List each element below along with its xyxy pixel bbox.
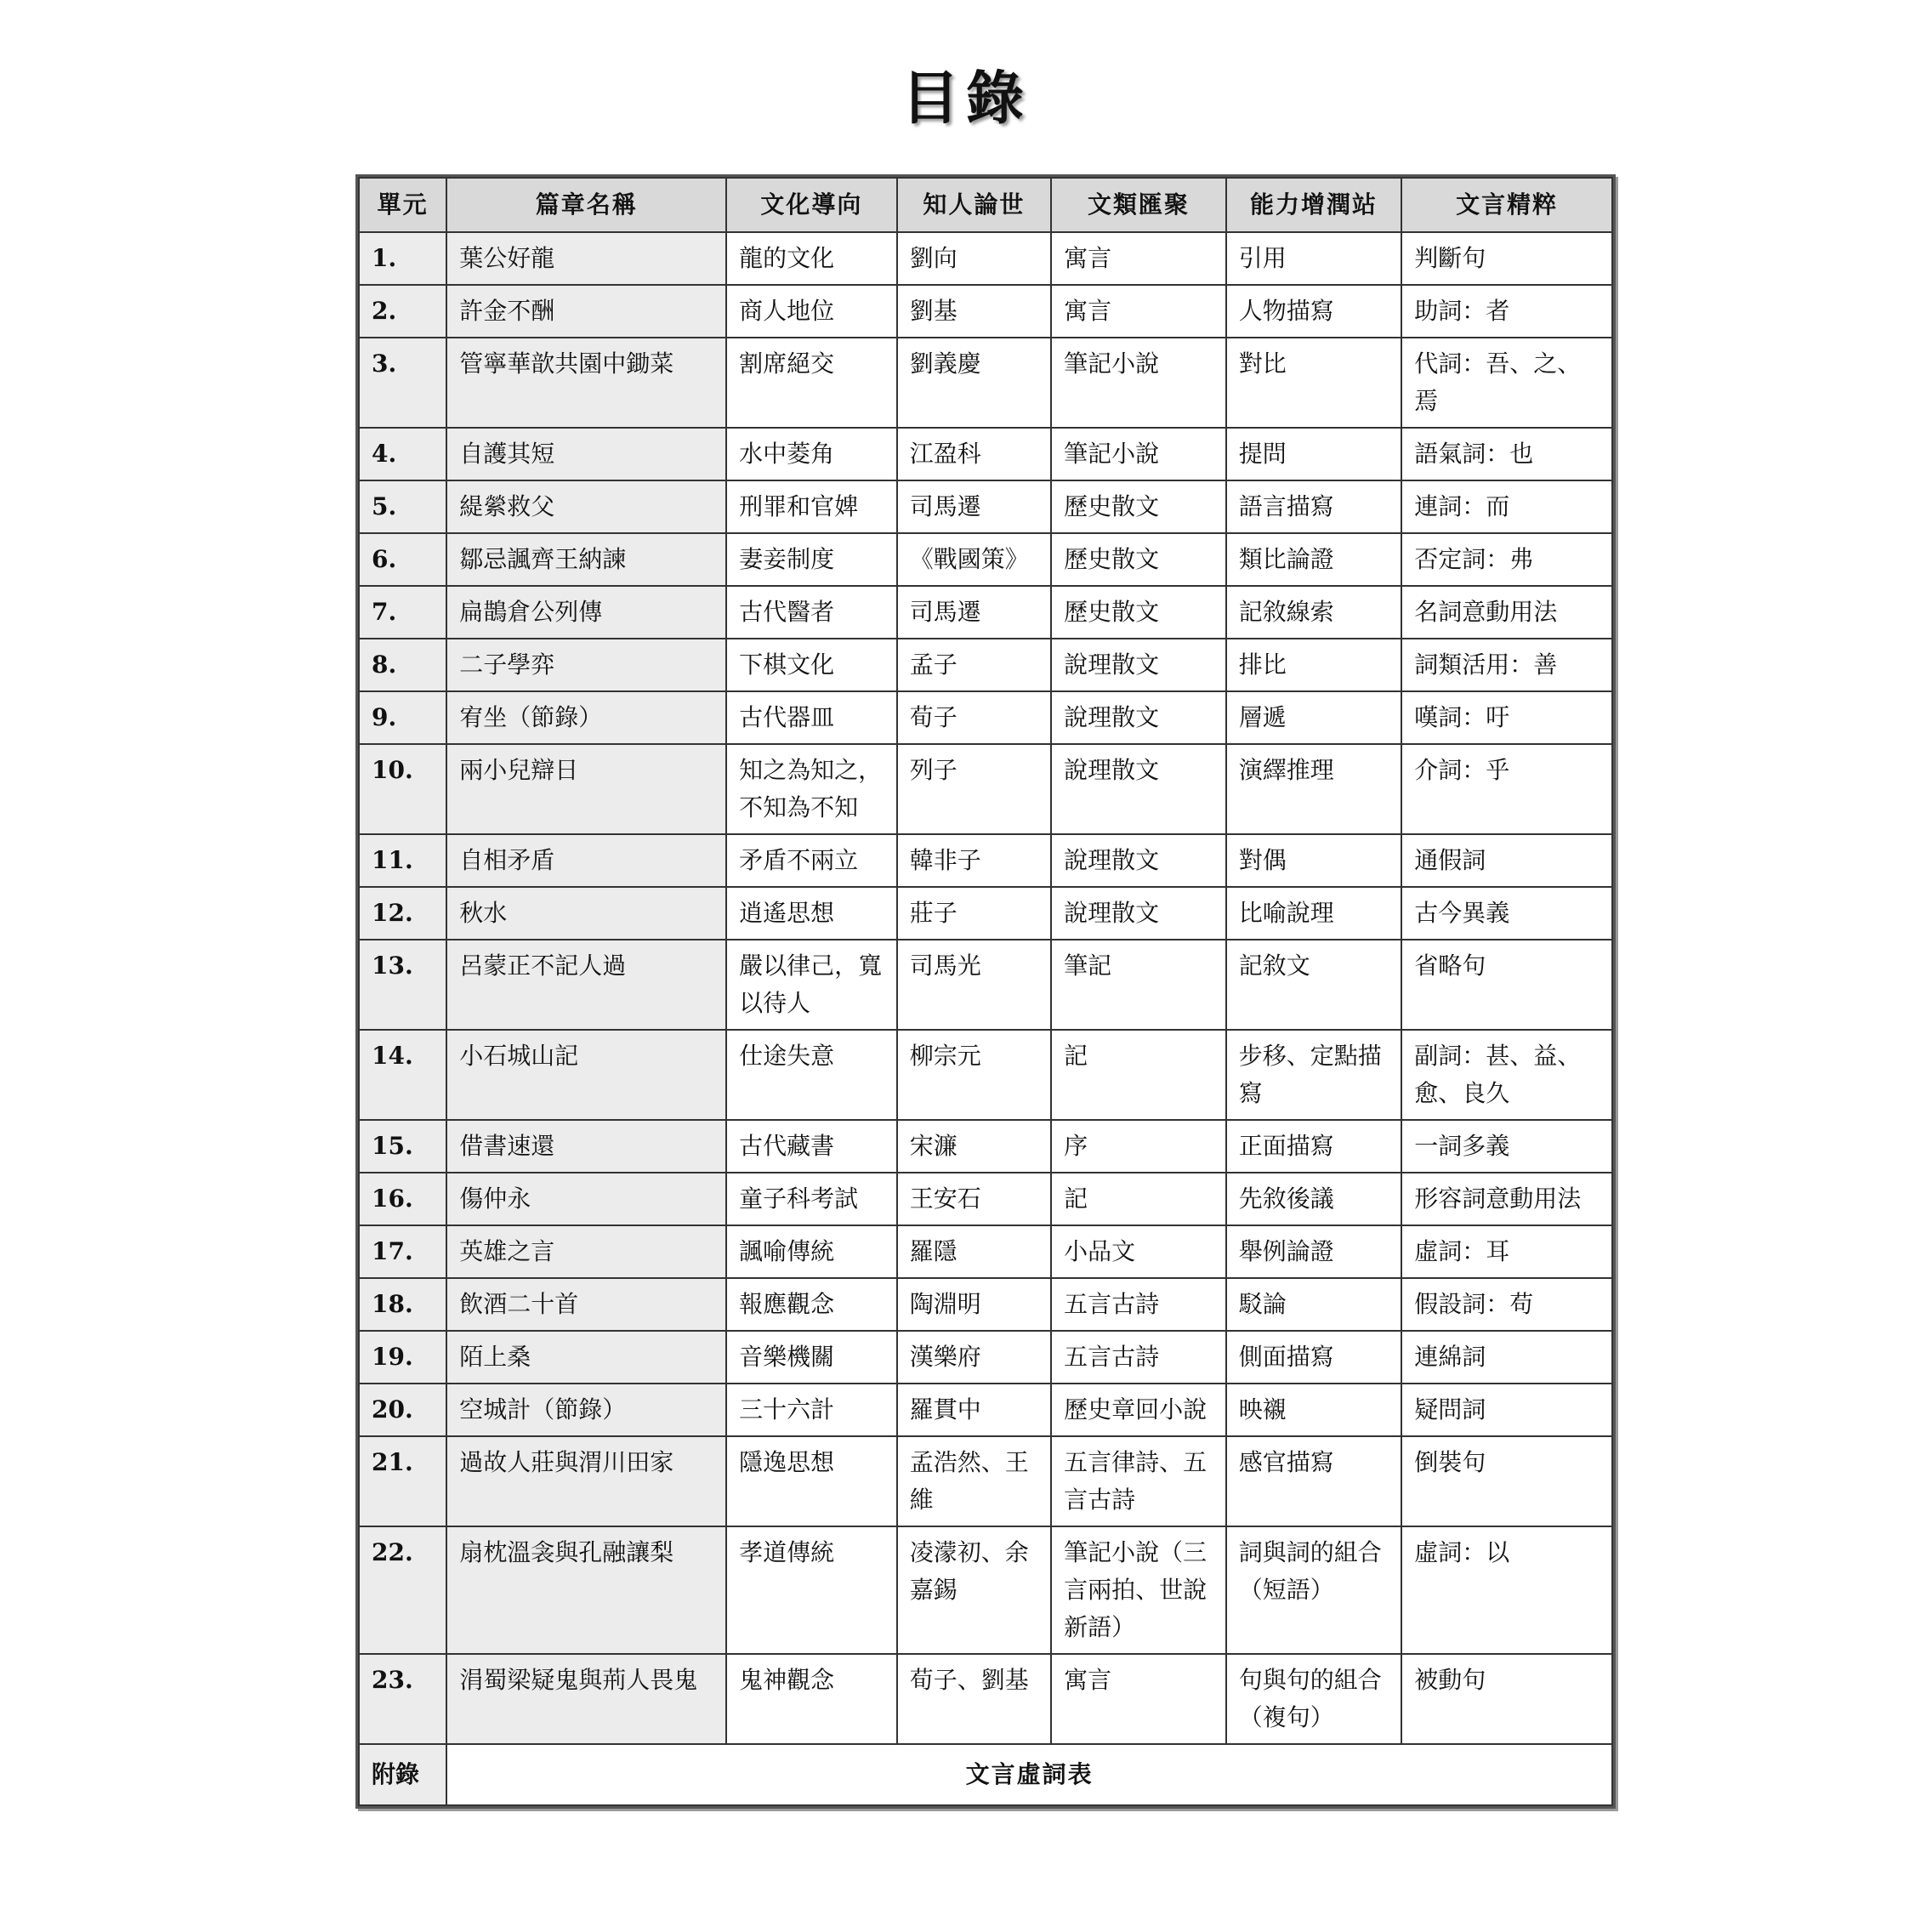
cell-title: 呂蒙正不記人過 xyxy=(446,940,726,1030)
cell-title: 葉公好龍 xyxy=(446,232,726,285)
cell-genre: 五言古詩 xyxy=(1051,1278,1226,1331)
cell-skill: 演繹推理 xyxy=(1226,744,1402,834)
cell-genre: 說理散文 xyxy=(1051,887,1226,940)
table-row xyxy=(359,232,1612,285)
cell-author: 荀子 xyxy=(897,691,1051,744)
table-row xyxy=(359,428,1612,480)
cell-genre: 寓言 xyxy=(1051,232,1226,285)
header-genre: 文類匯聚 xyxy=(1051,178,1226,232)
table-row xyxy=(359,1526,1612,1654)
cell-genre: 小品文 xyxy=(1051,1225,1226,1278)
cell-unit: 18. xyxy=(359,1278,446,1331)
cell-unit: 21. xyxy=(359,1436,446,1526)
cell-skill: 側面描寫 xyxy=(1226,1331,1402,1384)
cell-skill: 記敘文 xyxy=(1226,940,1402,1030)
cell-classical: 副詞：甚、益、愈、良久 xyxy=(1401,1030,1612,1120)
cell-culture: 古代藏書 xyxy=(726,1120,897,1173)
table-row xyxy=(359,1173,1612,1225)
cell-unit: 2. xyxy=(359,285,446,338)
cell-unit: 11. xyxy=(359,834,446,887)
cell-unit: 10. xyxy=(359,744,446,834)
header-classical: 文言精粹 xyxy=(1401,178,1612,232)
toc-table-frame xyxy=(355,174,1616,1809)
table-row xyxy=(359,940,1612,1030)
cell-title: 兩小兒辯日 xyxy=(446,744,726,834)
cell-title: 自相矛盾 xyxy=(446,834,726,887)
cell-culture: 逍遙思想 xyxy=(726,887,897,940)
cell-unit: 16. xyxy=(359,1173,446,1225)
cell-culture: 下棋文化 xyxy=(726,639,897,691)
cell-genre: 寓言 xyxy=(1051,285,1226,338)
cell-title: 過故人莊與渭川田家 xyxy=(446,1436,726,1526)
cell-genre: 歷史散文 xyxy=(1051,480,1226,533)
cell-skill: 類比論證 xyxy=(1226,533,1402,586)
cell-title: 英雄之言 xyxy=(446,1225,726,1278)
cell-genre: 歷史散文 xyxy=(1051,586,1226,639)
cell-classical: 被動句 xyxy=(1401,1654,1612,1744)
cell-genre: 說理散文 xyxy=(1051,639,1226,691)
header-title: 篇章名稱 xyxy=(446,178,726,232)
header-skill: 能力增潤站 xyxy=(1226,178,1402,232)
cell-genre: 歷史章回小說 xyxy=(1051,1384,1226,1436)
cell-unit: 9. xyxy=(359,691,446,744)
cell-culture: 矛盾不兩立 xyxy=(726,834,897,887)
cell-skill: 映襯 xyxy=(1226,1384,1402,1436)
cell-classical: 代詞：吾、之、焉 xyxy=(1401,338,1612,428)
cell-author: 宋濂 xyxy=(897,1120,1051,1173)
header-author: 知人論世 xyxy=(897,178,1051,232)
cell-author: 柳宗元 xyxy=(897,1030,1051,1120)
cell-author: 劉向 xyxy=(897,232,1051,285)
cell-skill: 正面描寫 xyxy=(1226,1120,1402,1173)
cell-classical: 假設詞：苟 xyxy=(1401,1278,1612,1331)
cell-unit: 4. xyxy=(359,428,446,480)
cell-culture: 鬼神觀念 xyxy=(726,1654,897,1744)
cell-genre: 五言古詩 xyxy=(1051,1331,1226,1384)
cell-skill: 比喻說理 xyxy=(1226,887,1402,940)
cell-title: 宥坐（節錄） xyxy=(446,691,726,744)
cell-author: 陶淵明 xyxy=(897,1278,1051,1331)
cell-skill: 詞與詞的組合（短語） xyxy=(1226,1526,1402,1654)
cell-unit: 15. xyxy=(359,1120,446,1173)
table-row xyxy=(359,1654,1612,1744)
header-culture: 文化導向 xyxy=(726,178,897,232)
cell-skill: 人物描寫 xyxy=(1226,285,1402,338)
cell-culture: 刑罪和官婢 xyxy=(726,480,897,533)
cell-author: 王安石 xyxy=(897,1173,1051,1225)
cell-unit: 17. xyxy=(359,1225,446,1278)
cell-author: 羅貫中 xyxy=(897,1384,1051,1436)
cell-classical: 通假詞 xyxy=(1401,834,1612,887)
table-row xyxy=(359,285,1612,338)
appendix-content: 文言虛詞表 xyxy=(446,1744,1612,1805)
appendix-row xyxy=(359,1744,1612,1805)
cell-skill: 駁論 xyxy=(1226,1278,1402,1331)
cell-skill: 層遞 xyxy=(1226,691,1402,744)
cell-culture: 商人地位 xyxy=(726,285,897,338)
cell-classical: 省略句 xyxy=(1401,940,1612,1030)
table-row xyxy=(359,834,1612,887)
cell-title: 緹縈救父 xyxy=(446,480,726,533)
cell-unit: 8. xyxy=(359,639,446,691)
cell-classical: 一詞多義 xyxy=(1401,1120,1612,1173)
cell-skill: 步移、定點描寫 xyxy=(1226,1030,1402,1120)
table-row xyxy=(359,533,1612,586)
cell-author: 孟浩然、王維 xyxy=(897,1436,1051,1526)
cell-culture: 童子科考試 xyxy=(726,1173,897,1225)
table-row xyxy=(359,1278,1612,1331)
cell-skill: 對偶 xyxy=(1226,834,1402,887)
cell-culture: 古代醫者 xyxy=(726,586,897,639)
table-row xyxy=(359,744,1612,834)
cell-genre: 筆記小說 xyxy=(1051,338,1226,428)
appendix-label: 附錄 xyxy=(359,1744,446,1805)
cell-skill: 對比 xyxy=(1226,338,1402,428)
cell-unit: 14. xyxy=(359,1030,446,1120)
table-row xyxy=(359,1384,1612,1436)
cell-author: 列子 xyxy=(897,744,1051,834)
toc-table xyxy=(358,177,1613,1806)
header-unit: 單元 xyxy=(359,178,446,232)
cell-culture: 仕途失意 xyxy=(726,1030,897,1120)
cell-title: 鄒忌諷齊王納諫 xyxy=(446,533,726,586)
cell-unit: 20. xyxy=(359,1384,446,1436)
cell-title: 扇枕溫衾與孔融讓梨 xyxy=(446,1526,726,1654)
cell-genre: 筆記小說（三言兩拍、世說新語） xyxy=(1051,1526,1226,1654)
table-row xyxy=(359,1120,1612,1173)
cell-culture: 嚴以律己，寬以待人 xyxy=(726,940,897,1030)
cell-title: 自護其短 xyxy=(446,428,726,480)
header-row xyxy=(359,178,1612,232)
cell-skill: 提問 xyxy=(1226,428,1402,480)
cell-author: 凌濛初、余嘉錫 xyxy=(897,1526,1051,1654)
cell-author: 江盈科 xyxy=(897,428,1051,480)
cell-classical: 倒裝句 xyxy=(1401,1436,1612,1526)
table-row xyxy=(359,691,1612,744)
cell-skill: 先敘後議 xyxy=(1226,1173,1402,1225)
cell-classical: 疑問詞 xyxy=(1401,1384,1612,1436)
cell-title: 借書速還 xyxy=(446,1120,726,1173)
cell-title: 扁鵲倉公列傳 xyxy=(446,586,726,639)
cell-unit: 19. xyxy=(359,1331,446,1384)
table-row xyxy=(359,887,1612,940)
cell-author: 漢樂府 xyxy=(897,1331,1051,1384)
cell-culture: 三十六計 xyxy=(726,1384,897,1436)
cell-title: 涓蜀梁疑鬼與荊人畏鬼 xyxy=(446,1654,726,1744)
cell-culture: 隱逸思想 xyxy=(726,1436,897,1526)
cell-skill: 記敘線索 xyxy=(1226,586,1402,639)
cell-culture: 妻妾制度 xyxy=(726,533,897,586)
cell-culture: 古代器皿 xyxy=(726,691,897,744)
cell-author: 《戰國策》 xyxy=(897,533,1051,586)
cell-genre: 記 xyxy=(1051,1173,1226,1225)
table-row xyxy=(359,1225,1612,1278)
cell-skill: 排比 xyxy=(1226,639,1402,691)
cell-culture: 孝道傳統 xyxy=(726,1526,897,1654)
cell-unit: 22. xyxy=(359,1526,446,1654)
cell-classical: 古今異義 xyxy=(1401,887,1612,940)
cell-genre: 五言律詩、五言古詩 xyxy=(1051,1436,1226,1526)
cell-unit: 7. xyxy=(359,586,446,639)
cell-author: 司馬光 xyxy=(897,940,1051,1030)
cell-genre: 筆記小說 xyxy=(1051,428,1226,480)
cell-genre: 說理散文 xyxy=(1051,834,1226,887)
cell-genre: 歷史散文 xyxy=(1051,533,1226,586)
cell-culture: 音樂機關 xyxy=(726,1331,897,1384)
cell-classical: 形容詞意動用法 xyxy=(1401,1173,1612,1225)
cell-classical: 虛詞：以 xyxy=(1401,1526,1612,1654)
cell-title: 陌上桑 xyxy=(446,1331,726,1384)
cell-classical: 嘆詞：吁 xyxy=(1401,691,1612,744)
cell-title: 空城計（節錄） xyxy=(446,1384,726,1436)
table-row xyxy=(359,1331,1612,1384)
cell-author: 司馬遷 xyxy=(897,586,1051,639)
cell-genre: 記 xyxy=(1051,1030,1226,1120)
cell-author: 劉基 xyxy=(897,285,1051,338)
cell-title: 飲酒二十首 xyxy=(446,1278,726,1331)
cell-author: 劉義慶 xyxy=(897,338,1051,428)
table-row xyxy=(359,639,1612,691)
cell-culture: 水中菱角 xyxy=(726,428,897,480)
table-row xyxy=(359,480,1612,533)
cell-classical: 連詞：而 xyxy=(1401,480,1612,533)
cell-title: 二子學弈 xyxy=(446,639,726,691)
cell-culture: 知之為知之，不知為不知 xyxy=(726,744,897,834)
cell-classical: 介詞：乎 xyxy=(1401,744,1612,834)
toc-body xyxy=(359,232,1612,1744)
cell-genre: 寓言 xyxy=(1051,1654,1226,1744)
cell-skill: 句與句的組合（複句） xyxy=(1226,1654,1402,1744)
cell-skill: 語言描寫 xyxy=(1226,480,1402,533)
cell-classical: 判斷句 xyxy=(1401,232,1612,285)
cell-unit: 3. xyxy=(359,338,446,428)
cell-title: 管寧華歆共園中鋤菜 xyxy=(446,338,726,428)
cell-author: 司馬遷 xyxy=(897,480,1051,533)
cell-culture: 割席絕交 xyxy=(726,338,897,428)
cell-classical: 詞類活用：善 xyxy=(1401,639,1612,691)
cell-classical: 連綿詞 xyxy=(1401,1331,1612,1384)
cell-genre: 序 xyxy=(1051,1120,1226,1173)
cell-classical: 虛詞：耳 xyxy=(1401,1225,1612,1278)
cell-skill: 引用 xyxy=(1226,232,1402,285)
cell-culture: 諷喻傳統 xyxy=(726,1225,897,1278)
table-row xyxy=(359,338,1612,428)
cell-genre: 說理散文 xyxy=(1051,744,1226,834)
cell-title: 許金不酬 xyxy=(446,285,726,338)
cell-author: 韓非子 xyxy=(897,834,1051,887)
cell-unit: 6. xyxy=(359,533,446,586)
table-row xyxy=(359,586,1612,639)
cell-unit: 1. xyxy=(359,232,446,285)
cell-culture: 報應觀念 xyxy=(726,1278,897,1331)
cell-author: 莊子 xyxy=(897,887,1051,940)
cell-culture: 龍的文化 xyxy=(726,232,897,285)
page-title: 目錄 xyxy=(901,65,1031,133)
cell-genre: 筆記 xyxy=(1051,940,1226,1030)
cell-classical: 名詞意動用法 xyxy=(1401,586,1612,639)
cell-title: 傷仲永 xyxy=(446,1173,726,1225)
cell-title: 秋水 xyxy=(446,887,726,940)
cell-unit: 5. xyxy=(359,480,446,533)
cell-author: 荀子、劉基 xyxy=(897,1654,1051,1744)
cell-classical: 語氣詞：也 xyxy=(1401,428,1612,480)
cell-genre: 說理散文 xyxy=(1051,691,1226,744)
table-row xyxy=(359,1030,1612,1120)
cell-classical: 助詞：者 xyxy=(1401,285,1612,338)
cell-title: 小石城山記 xyxy=(446,1030,726,1120)
cell-classical: 否定詞：弗 xyxy=(1401,533,1612,586)
cell-author: 羅隱 xyxy=(897,1225,1051,1278)
cell-unit: 23. xyxy=(359,1654,446,1744)
table-row xyxy=(359,1436,1612,1526)
cell-skill: 感官描寫 xyxy=(1226,1436,1402,1526)
cell-unit: 13. xyxy=(359,940,446,1030)
cell-skill: 舉例論證 xyxy=(1226,1225,1402,1278)
cell-unit: 12. xyxy=(359,887,446,940)
cell-author: 孟子 xyxy=(897,639,1051,691)
